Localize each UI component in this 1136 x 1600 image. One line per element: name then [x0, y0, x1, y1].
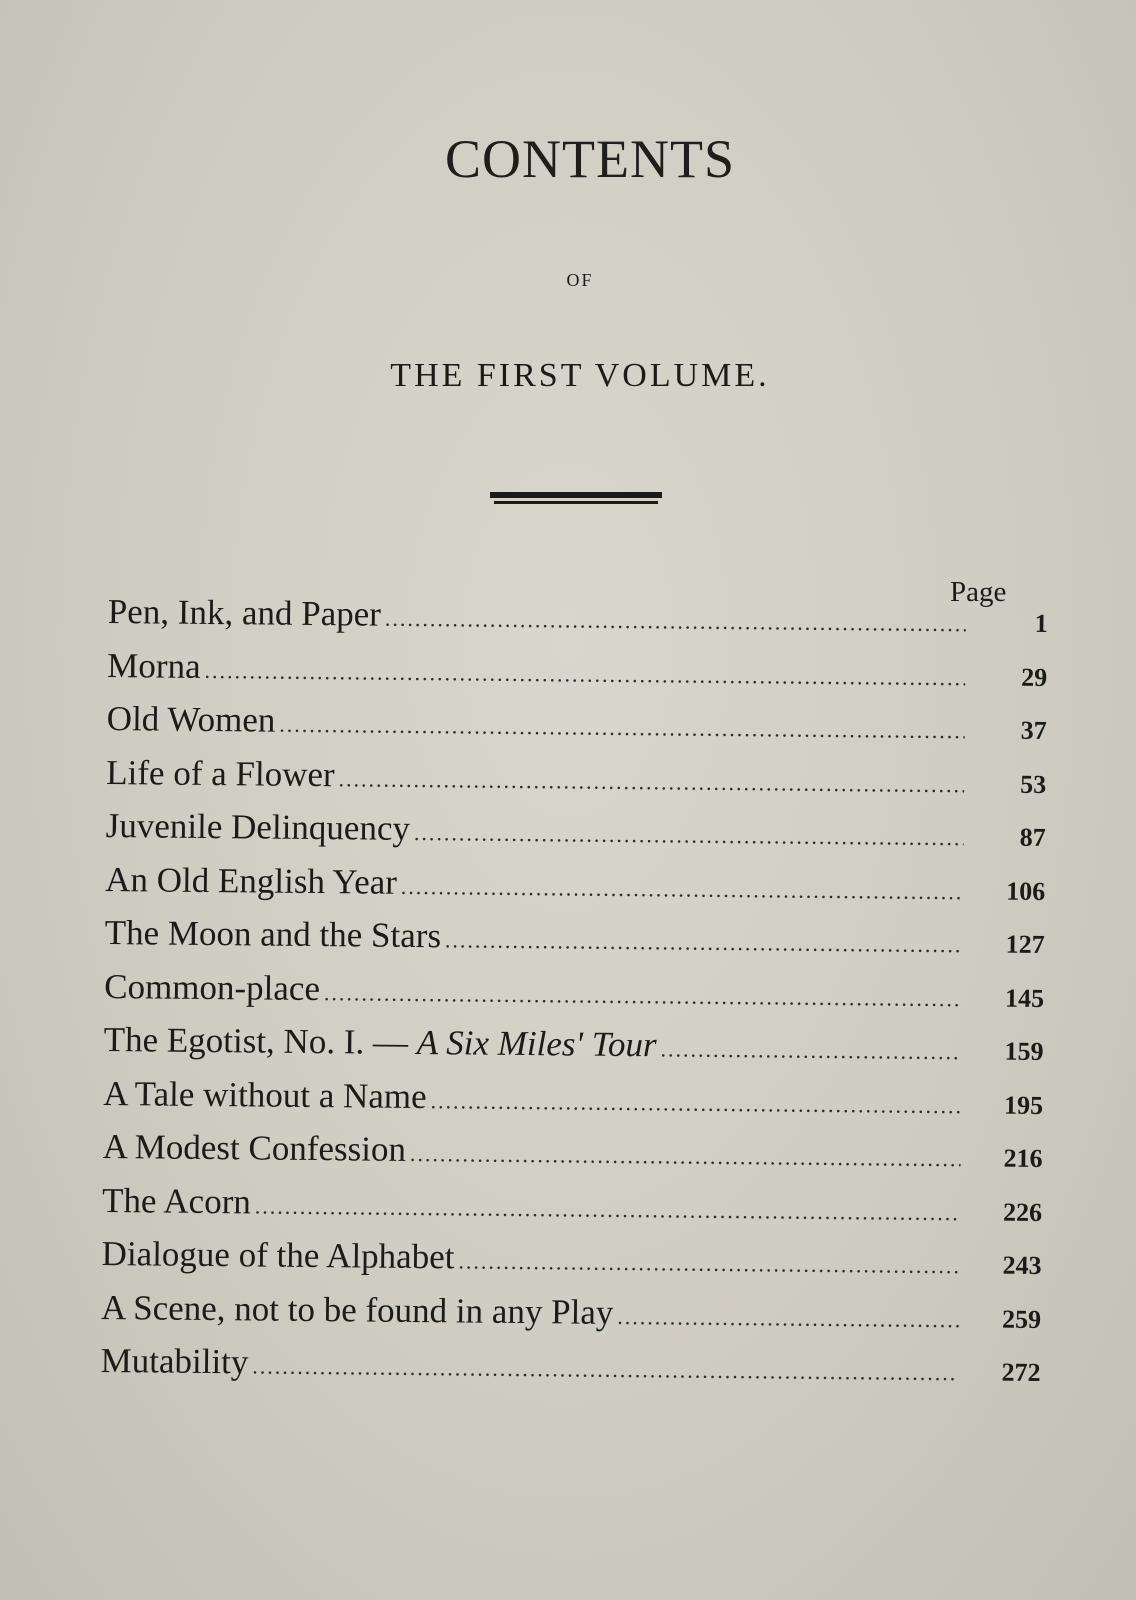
toc-entry-page: 127: [1005, 929, 1045, 960]
toc-entry: [106, 752, 1046, 815]
toc-entry-title: Juvenile Delinquency: [105, 805, 411, 848]
table-of-contents: [100, 592, 1048, 1403]
toc-entry-title-main: The Egotist, No. I. —: [103, 1019, 409, 1062]
toc-entry-page: 216: [1003, 1143, 1043, 1173]
dot-leader: [279, 714, 965, 743]
toc-entry-page: 195: [1003, 1090, 1044, 1120]
toc-entry: [104, 966, 1044, 1029]
toc-entry-title: Common-place: [104, 966, 321, 1008]
toc-entry-title: A Scene, not to be found in any Play: [100, 1287, 614, 1332]
toc-entry-title: Pen, Ink, and Paper: [107, 592, 382, 634]
toc-entry-title: Dialogue of the Alphabet: [101, 1233, 455, 1277]
toc-entry-page: 272: [1001, 1357, 1041, 1387]
toc-entry: [102, 1127, 1042, 1190]
page-subtitle: [0, 357, 1136, 395]
rule-thin-line: [494, 501, 658, 504]
dot-leader: [385, 608, 966, 636]
toc-entry-page: 87: [1019, 822, 1046, 853]
toc-entry: [104, 913, 1044, 976]
toc-entry-title: Life of a Flower: [106, 752, 335, 794]
dot-leader: [255, 1195, 960, 1224]
title-text: CONTENTS: [445, 129, 735, 189]
toc-entry-page: 145: [1005, 983, 1045, 1013]
page-title: [0, 128, 1136, 190]
dot-leader: [445, 929, 963, 956]
dot-leader: [410, 1143, 961, 1170]
toc-entry-title: A Modest Confession: [102, 1126, 407, 1169]
toc-entry: [100, 1341, 1040, 1404]
toc-entry: [103, 1073, 1043, 1136]
toc-entry-title: Old Women: [106, 698, 276, 740]
toc-entry: [103, 1020, 1043, 1083]
dot-leader: [431, 1090, 962, 1117]
toc-entry: [105, 859, 1045, 922]
page-column-label: Page: [950, 576, 1007, 608]
toc-entry-title: An Old English Year: [105, 859, 398, 902]
dot-leader: [204, 659, 965, 688]
toc-entry-page: 243: [1002, 1250, 1042, 1280]
toc-entry: [101, 1287, 1041, 1350]
toc-entry-title: The Acorn: [101, 1180, 252, 1221]
dot-leader: [339, 768, 965, 796]
toc-entry-page: 1: [1034, 608, 1048, 639]
toc-entry: [105, 806, 1045, 869]
of-text: OF: [566, 270, 594, 290]
dot-leader: [660, 1038, 961, 1063]
toc-entry-title: [104, 1020, 657, 1065]
toc-entry-page: 226: [1002, 1197, 1043, 1227]
toc-entry: [101, 1234, 1041, 1297]
dot-leader: [252, 1355, 958, 1384]
toc-entry-page: 159: [1004, 1036, 1044, 1067]
toc-entry-page: 53: [1020, 769, 1047, 799]
toc-entry-page: 29: [1021, 662, 1048, 692]
toc-entry: [102, 1180, 1042, 1243]
title-connector: [0, 270, 1136, 291]
toc-entry-page: 106: [1006, 876, 1046, 906]
ornamental-rule: [490, 492, 662, 506]
subtitle-text: THE FIRST VOLUME.: [390, 357, 770, 394]
dot-leader: [458, 1250, 959, 1277]
dot-leader: [617, 1305, 959, 1330]
rule-thick-line: [490, 492, 662, 498]
toc-entry-title: Mutability: [100, 1340, 249, 1382]
toc-entry-title: The Moon and the Stars: [104, 912, 442, 956]
toc-entry-title-italic: A Six Miles' Tour: [416, 1022, 657, 1065]
dot-leader: [414, 822, 964, 849]
toc-entry-title: A Tale without a Name: [103, 1073, 427, 1116]
toc-entry: [107, 592, 1047, 655]
dot-leader: [324, 982, 962, 1010]
toc-entry: [106, 699, 1046, 762]
toc-entry-title: Morna: [107, 645, 201, 686]
dot-leader: [401, 875, 963, 902]
toc-entry-page: 259: [1001, 1304, 1042, 1334]
toc-entry: [107, 645, 1047, 708]
toc-entry-page: 37: [1020, 715, 1047, 746]
